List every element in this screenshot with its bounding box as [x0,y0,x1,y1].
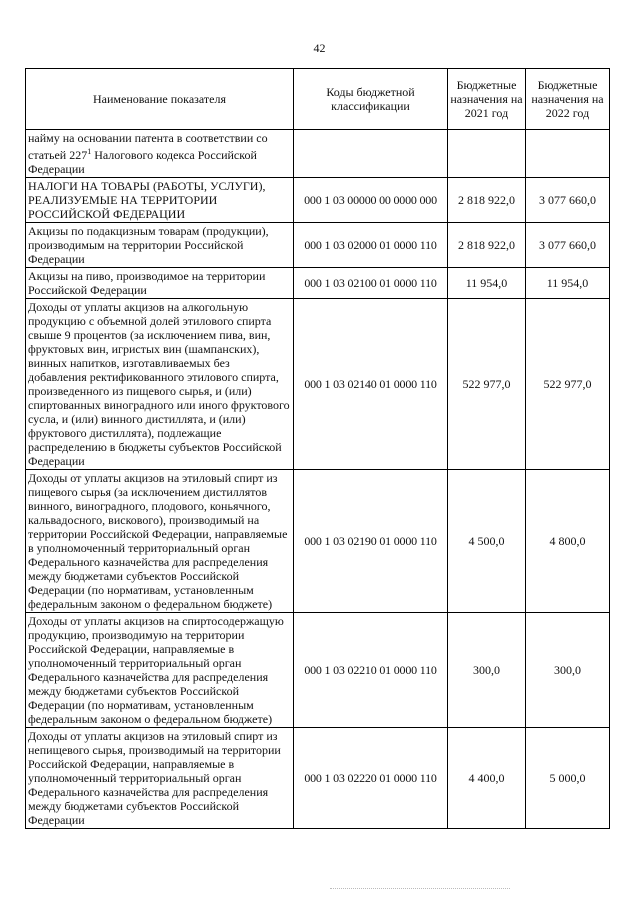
row-code: 000 1 03 02000 01 0000 110 [294,223,448,268]
row-value-2022: 5 000,0 [526,728,610,829]
row-value-2021: 2 818 922,0 [448,178,526,223]
row-value-2021: 4 400,0 [448,728,526,829]
page-number: 42 [313,41,326,55]
row-name: Акцизы на пиво, производимое на территории Российской Федерации [26,268,294,299]
row-code: 000 1 03 02140 01 0000 110 [294,299,448,470]
table-row [26,268,610,299]
row-value-2021: 4 500,0 [448,470,526,613]
header-2021: Бюджетные назначения на 2021 год [448,69,526,130]
row-value-2021: 11 954,0 [448,268,526,299]
row-name: Доходы от уплаты акцизов на алкогольную продукцию с объемной долей этилового спирта свыше 9 процентов (за исключением пива, вин, фруктовых вин, игристых вин (шампанских), винных напитков, изготавливаемых без добавления ректификованного этилового спирта, произведенного из пищевого сырья, и (или) спиртованных виноградного или иного фруктового сусла, и (или) винного дистиллята, и (или) фруктового дистиллята), подлежащие распределению в бюджеты субъектов Российской Федерации [26,299,294,470]
table-row [26,728,610,829]
row-code: 000 1 03 02220 01 0000 110 [294,728,448,829]
row-value-2021: 300,0 [448,613,526,728]
header-name: Наименование показателя [26,69,294,130]
table-row [26,223,610,268]
header-2022: Бюджетные назначения на 2022 год [526,69,610,130]
row-code: 000 1 03 02100 01 0000 110 [294,268,448,299]
superscript: 1 [87,147,92,156]
row-name: Доходы от уплаты акцизов на спиртосодержащую продукцию, производимую на территории Российской Федерации, направляемые в уполномоченный территориальный орган Федерального казначейства для распределения между бюджетами субъектов Российской Федерации (по нормативам, установленным федеральным законом о федеральном бюджете) [26,613,294,728]
row-value-2022: 522 977,0 [526,299,610,470]
scan-artifact [330,888,510,890]
table-row [26,470,610,613]
row-name: Доходы от уплаты акцизов на этиловый спирт из непищевого сырья, производимый на территории Российской Федерации, направляемые в уполномоченный территориальный орган Федерального казначейства для распределения между бюджетами субъектов Российской Федерации [26,728,294,829]
row-value-2022: 300,0 [526,613,610,728]
row-value-2021 [448,130,526,178]
row-name [26,130,294,178]
table-header-row [26,69,610,130]
table-row [26,299,610,470]
row-value-2022: 4 800,0 [526,470,610,613]
header-code: Коды бюджетной классификации [294,69,448,130]
row-code [294,130,448,178]
row-value-2022: 11 954,0 [526,268,610,299]
table-row-continuation [26,130,610,178]
row-value-2021: 2 818 922,0 [448,223,526,268]
row-value-2022: 3 077 660,0 [526,178,610,223]
budget-table [25,68,610,829]
row-value-2021: 522 977,0 [448,299,526,470]
row-value-2022: 3 077 660,0 [526,223,610,268]
row-code: 000 1 03 02190 01 0000 110 [294,470,448,613]
row-name: НАЛОГИ НА ТОВАРЫ (РАБОТЫ, УСЛУГИ), РЕАЛИЗУЕМЫЕ НА ТЕРРИТОРИИ РОССИЙСКОЙ ФЕДЕРАЦИИ [26,178,294,223]
row-name: Акцизы по подакцизным товарам (продукции), производимым на территории Российской Федерации [26,223,294,268]
row-name: Доходы от уплаты акцизов на этиловый спирт из пищевого сырья (за исключением дистиллятов винного, виноградного, плодового, коньячного, кальвадосного, вискового), производимый на территории Российской Федерации, направляемые в уполномоченный территориальный орган Федерального казначейства для распределения между бюджетами субъектов Российской Федерации (по нормативам, установленным федеральным законом о федеральном бюджете) [26,470,294,613]
table-row [26,613,610,728]
row-name-part: найму на основании патента в соответствии со статьей 227 [28,131,268,162]
row-value-2022 [526,130,610,178]
row-name-part: Налогового кодекса Российской Федерации [28,148,257,176]
row-code: 000 1 03 02210 01 0000 110 [294,613,448,728]
row-code: 000 1 03 00000 00 0000 000 [294,178,448,223]
table-row [26,178,610,223]
